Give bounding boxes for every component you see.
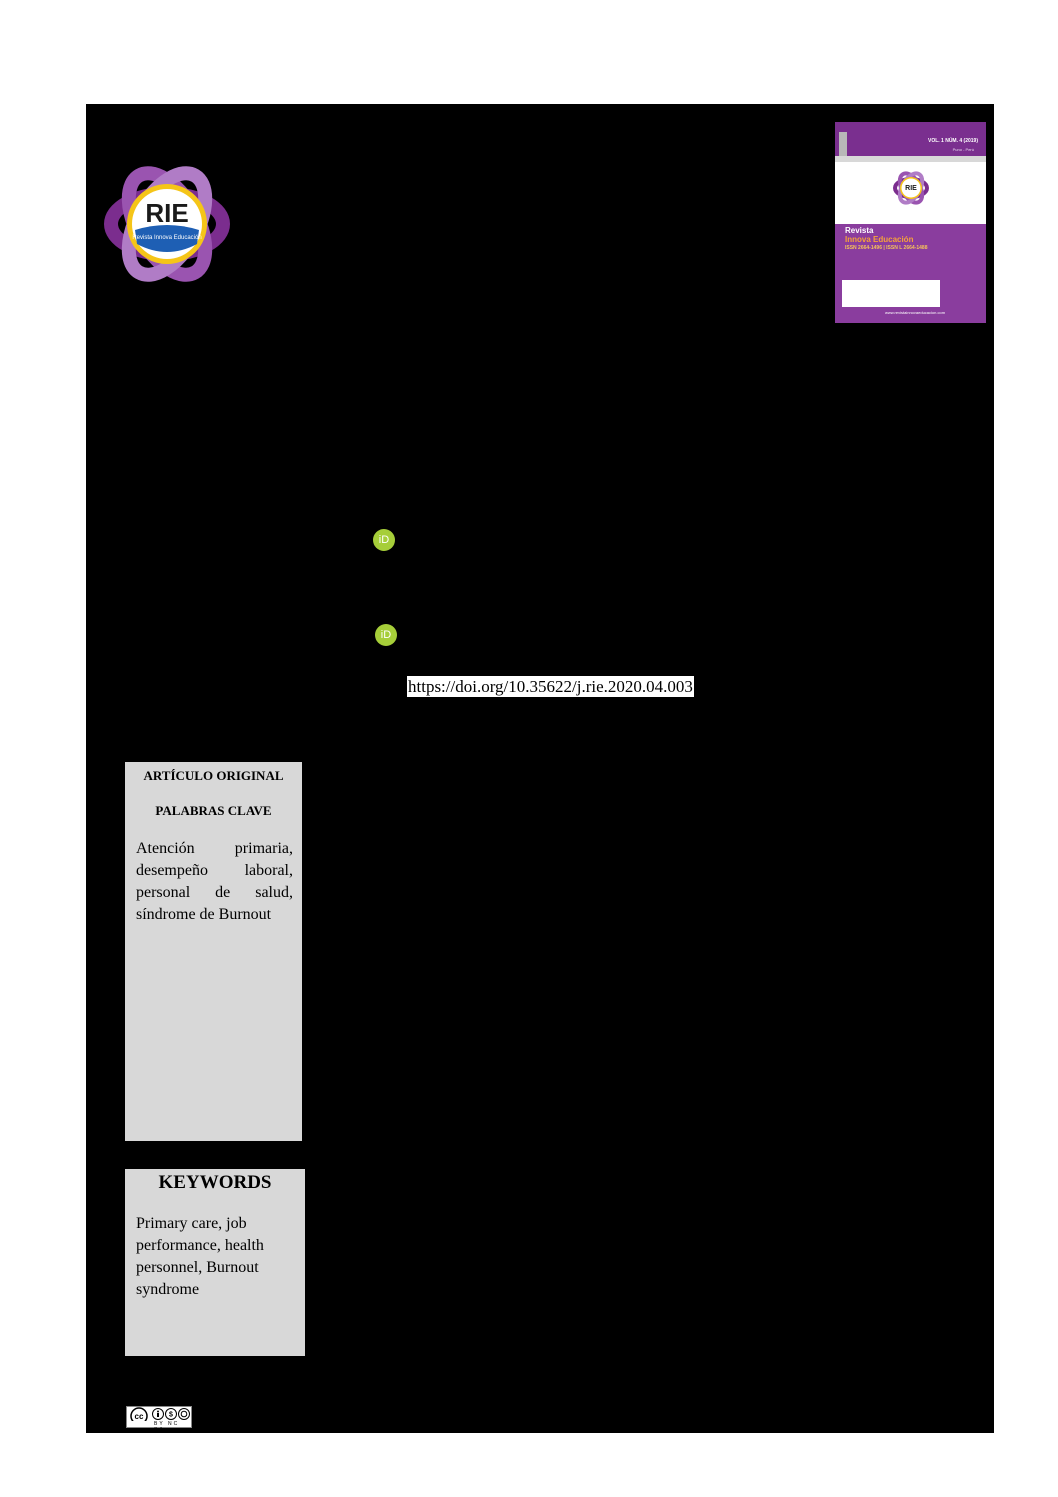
doi-link[interactable]: https://doi.org/10.35622/j.rie.2020.04.003 [408, 677, 693, 696]
cover-title [845, 226, 913, 244]
orcid-icon[interactable]: iD [373, 529, 395, 551]
cover-title-innova: Innova Educación [845, 235, 914, 244]
cc-license-text: BY NC SA [154, 1421, 180, 1433]
cover-url: www.revistainnovaeducacion.com [885, 310, 946, 315]
cover-city: Puno - Perú [952, 147, 974, 152]
cover-title-revista: Revista [845, 226, 874, 235]
keywords-sidebar [125, 762, 302, 1141]
cover-issn: ISSN 2664-1496 | ISSN L 2664-1488 [845, 245, 928, 251]
keywords-text: Atención primaria, desempeño laboral, personal de salud, síndrome de Burnout [136, 840, 293, 923]
cover-issn-side [839, 132, 847, 156]
svg-text:RIE: RIE [145, 198, 189, 228]
cover-white-box [842, 280, 940, 307]
cover-volume: VOL. 1 NÚM. 4 (2019) [927, 138, 978, 144]
svg-text:Revista Innova Educación: Revista Innova Educación [132, 235, 202, 241]
cc-glyphs [128, 1407, 192, 1421]
svg-text:$: $ [169, 1411, 173, 1419]
svg-text:RIE: RIE [905, 185, 917, 192]
cc-by-nc-sa-icon[interactable] [126, 1406, 192, 1433]
rie-logo [97, 154, 237, 294]
journal-cover [835, 122, 986, 323]
keywords-en-text: Primary care, job performance, health personnel, Burnout syndrome [136, 1215, 264, 1298]
cover-logo [891, 168, 931, 208]
keywords-en-box [125, 1169, 305, 1356]
keywords-label: PALABRAS CLAVE [155, 803, 272, 818]
keywords-en-label: KEYWORDS [158, 1172, 272, 1193]
article-type-label: ARTÍCULO ORIGINAL [143, 768, 284, 783]
svg-text:cc: cc [134, 1412, 144, 1421]
orcid-icon[interactable]: iD [375, 624, 397, 646]
